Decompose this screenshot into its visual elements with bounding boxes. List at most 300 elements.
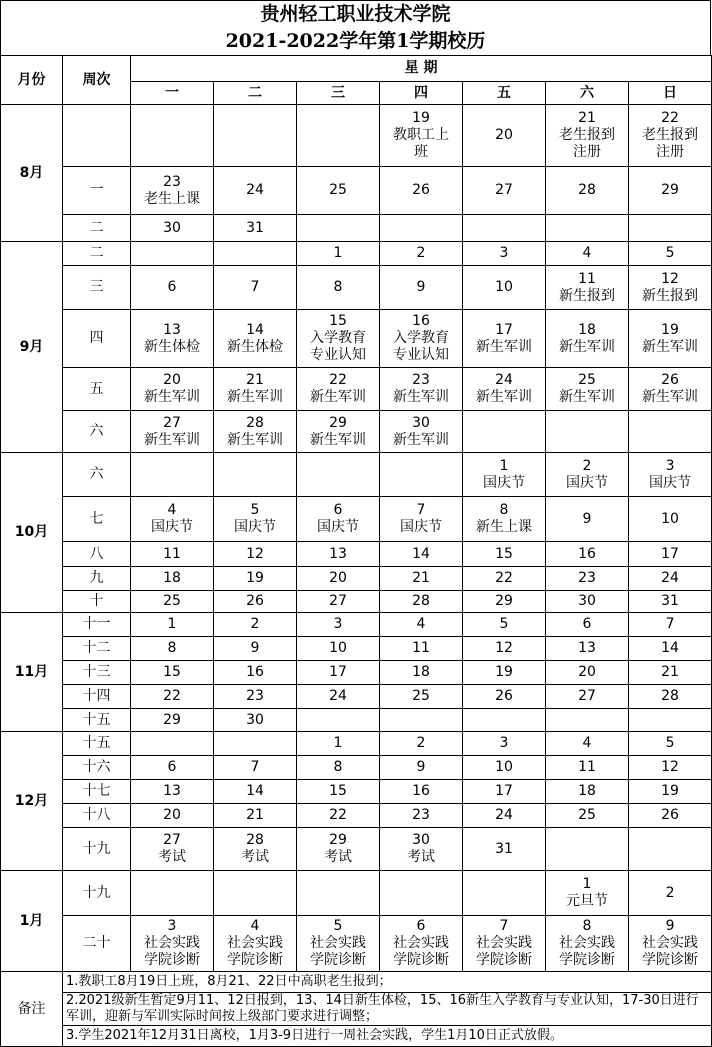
day-number: 9 [665, 918, 675, 934]
day-cell [546, 709, 629, 732]
day-number: 16 [412, 783, 430, 799]
day-cell [546, 591, 629, 613]
weekday-header: 六 [546, 82, 629, 105]
day-number: 12 [661, 759, 679, 775]
day-event: 班 [414, 144, 428, 160]
day-cell [214, 542, 297, 567]
day-number: 5 [665, 245, 675, 261]
day-cell [297, 685, 380, 709]
day-event: 学院诊断 [310, 952, 366, 968]
week-number: 八 [63, 542, 131, 567]
day-cell [629, 732, 712, 756]
week-row [1, 591, 712, 613]
week-row [1, 167, 712, 215]
week-number: 五 [63, 368, 131, 411]
day-cell [546, 732, 629, 756]
day-number: 14 [246, 783, 264, 799]
day-number: 21 [412, 570, 430, 586]
day-cell [214, 685, 297, 709]
day-cell [629, 637, 712, 661]
day-number: 14 [246, 321, 264, 338]
day-number: 17 [495, 783, 513, 799]
day-number: 25 [329, 182, 347, 198]
day-number: 16 [412, 313, 430, 329]
day-cell [297, 709, 380, 732]
week-number: 三 [63, 266, 131, 310]
day-number: 11 [578, 759, 596, 775]
weekday-header: 四 [380, 82, 463, 105]
day-cell [380, 756, 463, 780]
week-number: 十四 [63, 685, 131, 709]
day-cell [214, 591, 297, 613]
day-event: 国庆节 [234, 519, 276, 535]
week-row [1, 709, 712, 732]
day-number: 30 [163, 219, 181, 236]
week-number: 十一 [63, 613, 131, 637]
day-number: 18 [412, 664, 430, 680]
day-cell [131, 709, 214, 732]
weekday-header: 日 [629, 82, 712, 105]
day-cell [297, 497, 380, 542]
day-cell [463, 453, 546, 497]
day-number: 21 [246, 372, 264, 388]
day-number: 10 [495, 279, 513, 295]
day-number: 16 [246, 664, 264, 680]
day-number: 23 [412, 372, 430, 388]
week-row [1, 804, 712, 828]
day-number: 18 [578, 783, 596, 799]
day-cell [546, 411, 629, 453]
day-cell [546, 215, 629, 242]
day-number: 28 [246, 832, 264, 848]
day-cell [629, 756, 712, 780]
day-cell [463, 756, 546, 780]
day-event: 新生军训 [393, 389, 449, 405]
day-cell [629, 780, 712, 804]
day-number: 7 [250, 279, 260, 295]
week-row [1, 242, 712, 266]
day-event: 注册 [656, 144, 685, 160]
day-cell [380, 497, 463, 542]
month-label: 12月 [1, 732, 63, 871]
day-event: 入学教育 [393, 330, 449, 346]
day-number: 22 [329, 807, 347, 823]
day-number: 13 [163, 783, 181, 799]
day-number: 2 [582, 457, 592, 474]
day-number: 19 [661, 321, 679, 338]
day-cell [463, 637, 546, 661]
day-cell [463, 105, 546, 167]
day-cell [131, 780, 214, 804]
day-number: 29 [329, 832, 347, 848]
day-number: 31 [246, 219, 264, 236]
day-cell [629, 105, 712, 167]
day-cell [463, 661, 546, 685]
day-number: 3 [665, 457, 675, 474]
day-cell [380, 453, 463, 497]
day-event: 社会实践 [310, 935, 366, 951]
day-cell [131, 613, 214, 637]
week-row [1, 613, 712, 637]
week-number: 十二 [63, 637, 131, 661]
day-number: 6 [333, 502, 343, 518]
day-event: 老生上课 [144, 190, 200, 207]
day-event: 社会实践 [393, 935, 449, 951]
day-event: 新生军训 [227, 389, 283, 405]
day-event: 国庆节 [317, 519, 359, 535]
day-cell [546, 828, 629, 871]
day-number: 21 [578, 110, 596, 126]
day-cell [546, 637, 629, 661]
notes-label: 备注 [1, 972, 63, 1047]
calendar-table [0, 55, 712, 1047]
week-number: 二 [63, 242, 131, 266]
week-header: 周次 [63, 56, 131, 105]
day-cell [214, 567, 297, 591]
note-text: 3.学生2021年12月31日离校，1月3-9日进行一周社会实践，学生1月10日正式放假。 [63, 1026, 712, 1047]
day-cell [546, 871, 629, 916]
day-cell [629, 497, 712, 542]
day-event: 新生军训 [144, 431, 200, 448]
day-number: 3 [499, 245, 509, 261]
week-row [1, 497, 712, 542]
day-number: 24 [495, 807, 513, 823]
day-cell [214, 411, 297, 453]
week-number [63, 105, 131, 167]
day-cell [214, 709, 297, 732]
day-number: 8 [499, 502, 509, 518]
day-event: 学院诊断 [144, 952, 200, 968]
day-event: 国庆节 [649, 474, 692, 491]
day-number: 28 [661, 688, 679, 704]
day-cell [546, 266, 629, 310]
day-cell [131, 453, 214, 497]
day-number: 20 [163, 807, 181, 823]
day-number: 27 [329, 593, 347, 609]
day-number: 7 [250, 759, 260, 775]
day-number: 7 [416, 502, 426, 518]
day-cell [297, 567, 380, 591]
day-number: 22 [163, 688, 181, 704]
day-cell [546, 567, 629, 591]
day-number: 19 [246, 570, 264, 586]
week-number: 十九 [63, 871, 131, 916]
day-cell [380, 871, 463, 916]
day-number: 1 [333, 245, 343, 261]
day-event: 新生军训 [642, 338, 699, 355]
day-cell [214, 804, 297, 828]
weekday-header: 二 [214, 82, 297, 105]
week-number: 十三 [63, 661, 131, 685]
day-number: 25 [578, 372, 596, 388]
week-number: 七 [63, 497, 131, 542]
day-number: 31 [495, 840, 513, 857]
day-number: 18 [578, 321, 596, 338]
day-event: 学院诊断 [642, 952, 699, 968]
day-cell [214, 242, 297, 266]
day-number: 29 [661, 182, 679, 198]
day-cell [214, 780, 297, 804]
day-event: 教职工上 [393, 127, 449, 143]
day-cell [463, 542, 546, 567]
week-row [1, 732, 712, 756]
day-cell [463, 215, 546, 242]
day-cell [214, 828, 297, 871]
calendar-title: 2021-2022学年第1学期校历 [0, 27, 711, 55]
day-cell [297, 804, 380, 828]
day-number: 27 [578, 688, 596, 704]
day-number: 13 [578, 640, 596, 656]
note-row [1, 1026, 712, 1047]
day-cell [297, 266, 380, 310]
day-number: 20 [329, 570, 347, 586]
day-number: 19 [661, 783, 679, 799]
day-cell [380, 411, 463, 453]
day-cell [297, 453, 380, 497]
day-number: 26 [661, 372, 679, 388]
day-number: 10 [495, 759, 513, 775]
day-number: 14 [412, 545, 430, 562]
day-number: 15 [495, 545, 513, 562]
day-cell [214, 368, 297, 411]
day-number: 2 [250, 616, 260, 632]
day-cell [546, 613, 629, 637]
week-number: 十八 [63, 804, 131, 828]
week-number: 六 [63, 411, 131, 453]
day-cell [380, 215, 463, 242]
day-event: 新生军训 [227, 431, 283, 448]
day-cell [131, 916, 214, 972]
day-number: 1 [582, 876, 592, 892]
week-row [1, 685, 712, 709]
day-number: 24 [661, 570, 679, 586]
day-cell [546, 756, 629, 780]
day-number: 8 [333, 279, 343, 295]
day-cell [629, 567, 712, 591]
month-label: 10月 [1, 453, 63, 613]
day-number: 23 [412, 807, 430, 823]
day-cell [297, 828, 380, 871]
day-number: 4 [250, 918, 260, 934]
day-event: 学院诊断 [393, 952, 449, 968]
day-cell [629, 266, 712, 310]
note-text: 1.教职工8月19日上班，8月21、22日中高职老生报到； [63, 972, 712, 993]
day-cell [131, 310, 214, 368]
day-event: 社会实践 [227, 935, 283, 951]
day-cell [629, 310, 712, 368]
day-number: 9 [416, 759, 426, 775]
day-cell [546, 368, 629, 411]
day-number: 10 [661, 510, 679, 527]
day-number: 24 [246, 182, 264, 198]
day-cell [380, 732, 463, 756]
day-number: 26 [246, 593, 264, 609]
day-cell [629, 685, 712, 709]
week-number: 十五 [63, 732, 131, 756]
day-cell [214, 916, 297, 972]
week-row [1, 567, 712, 591]
day-event: 社会实践 [559, 935, 615, 951]
day-number: 22 [661, 110, 679, 126]
day-event: 考试 [241, 849, 269, 865]
week-row [1, 828, 712, 871]
day-cell [380, 167, 463, 215]
month-label: 8月 [1, 105, 63, 242]
day-cell [297, 871, 380, 916]
day-number: 12 [246, 545, 264, 562]
day-number: 1 [167, 616, 177, 632]
day-cell [131, 732, 214, 756]
day-event: 入学教育 [310, 330, 366, 346]
day-number: 28 [578, 182, 596, 198]
day-event: 新生军训 [476, 389, 532, 405]
day-cell [214, 105, 297, 167]
day-number: 13 [163, 321, 181, 338]
day-event: 新生报到 [559, 287, 615, 304]
day-event: 新生军训 [144, 389, 200, 405]
day-number: 29 [163, 711, 181, 728]
week-number: 九 [63, 567, 131, 591]
day-cell [214, 637, 297, 661]
day-cell [297, 242, 380, 266]
day-cell [297, 368, 380, 411]
day-number: 3 [499, 735, 509, 751]
day-number: 1 [499, 457, 509, 474]
day-number: 23 [163, 173, 181, 190]
day-cell [131, 871, 214, 916]
day-number: 3 [333, 616, 343, 632]
day-cell [629, 871, 712, 916]
day-cell [380, 804, 463, 828]
day-number: 6 [167, 759, 177, 775]
day-event: 考试 [407, 849, 435, 865]
day-cell [131, 685, 214, 709]
day-cell [297, 542, 380, 567]
day-event: 考试 [324, 849, 352, 865]
week-row [1, 871, 712, 916]
day-cell [629, 804, 712, 828]
day-cell [380, 613, 463, 637]
day-cell [629, 453, 712, 497]
day-cell [131, 167, 214, 215]
day-event: 新生军训 [393, 431, 449, 448]
day-cell [131, 591, 214, 613]
header-row [1, 56, 712, 82]
day-event: 新生上课 [476, 519, 532, 535]
day-number: 17 [329, 664, 347, 680]
day-number: 15 [329, 313, 347, 329]
day-number: 29 [329, 414, 347, 431]
day-event: 新生军训 [310, 431, 366, 448]
week-row [1, 661, 712, 685]
school-name: 贵州轻工职业技术学院 [0, 0, 711, 27]
day-cell [214, 613, 297, 637]
day-number: 2 [665, 884, 675, 901]
day-event: 考试 [158, 849, 186, 865]
day-cell [380, 780, 463, 804]
day-number: 28 [412, 593, 430, 609]
day-event: 国庆节 [483, 474, 525, 491]
week-row [1, 310, 712, 368]
note-text: 2.2021级新生暂定9月11、12日报到，13、14日新生体检，15、16新生入学教育与专业认知，17-30日进行军训，迎新与军训实际时间按上级部门要求进行调整； [63, 993, 712, 1026]
note-row [1, 993, 712, 1026]
week-row [1, 266, 712, 310]
day-cell [380, 591, 463, 613]
day-cell [546, 661, 629, 685]
day-cell [463, 780, 546, 804]
day-event: 老生报到 [559, 127, 615, 143]
day-event: 新生军训 [559, 338, 615, 355]
day-cell [380, 661, 463, 685]
day-number: 9 [416, 279, 426, 295]
day-event: 新生体检 [227, 338, 283, 355]
day-cell [546, 453, 629, 497]
day-cell [214, 453, 297, 497]
day-cell [131, 242, 214, 266]
day-cell [463, 871, 546, 916]
day-number: 30 [578, 593, 596, 609]
day-number: 22 [329, 372, 347, 388]
day-event: 国庆节 [151, 519, 193, 535]
day-cell [131, 567, 214, 591]
day-number: 2 [416, 245, 426, 261]
day-number: 27 [163, 414, 181, 431]
day-event: 新生军训 [476, 338, 532, 355]
day-cell [380, 828, 463, 871]
day-cell [629, 368, 712, 411]
day-cell [214, 215, 297, 242]
day-event: 新生军训 [642, 389, 699, 405]
day-number: 4 [416, 616, 426, 632]
day-event: 新生报到 [642, 287, 699, 304]
day-cell [546, 780, 629, 804]
weekday-header: 五 [463, 82, 546, 105]
day-number: 20 [495, 127, 513, 143]
day-number: 26 [412, 182, 430, 198]
day-event: 社会实践 [642, 935, 699, 951]
week-number: 十 [63, 591, 131, 613]
day-number: 16 [578, 545, 596, 562]
day-cell [297, 105, 380, 167]
day-number: 24 [329, 688, 347, 704]
day-number: 25 [412, 688, 430, 704]
day-number: 21 [246, 807, 264, 823]
month-label: 11月 [1, 613, 63, 732]
day-number: 20 [578, 664, 596, 680]
day-number: 18 [163, 570, 181, 586]
week-row [1, 411, 712, 453]
day-cell [214, 661, 297, 685]
day-number: 14 [661, 640, 679, 656]
day-cell [463, 709, 546, 732]
week-number: 一 [63, 167, 131, 215]
day-number: 26 [495, 688, 513, 704]
month-label: 1月 [1, 871, 63, 972]
day-cell [297, 637, 380, 661]
day-number: 15 [329, 783, 347, 799]
day-cell [297, 591, 380, 613]
day-cell [380, 542, 463, 567]
day-cell [546, 804, 629, 828]
day-number: 23 [578, 570, 596, 586]
day-number: 7 [665, 616, 675, 632]
month-label: 9月 [1, 242, 63, 453]
day-cell [131, 804, 214, 828]
day-cell [546, 916, 629, 972]
day-number: 10 [329, 640, 347, 656]
day-number: 2 [416, 735, 426, 751]
day-number: 20 [163, 372, 181, 388]
